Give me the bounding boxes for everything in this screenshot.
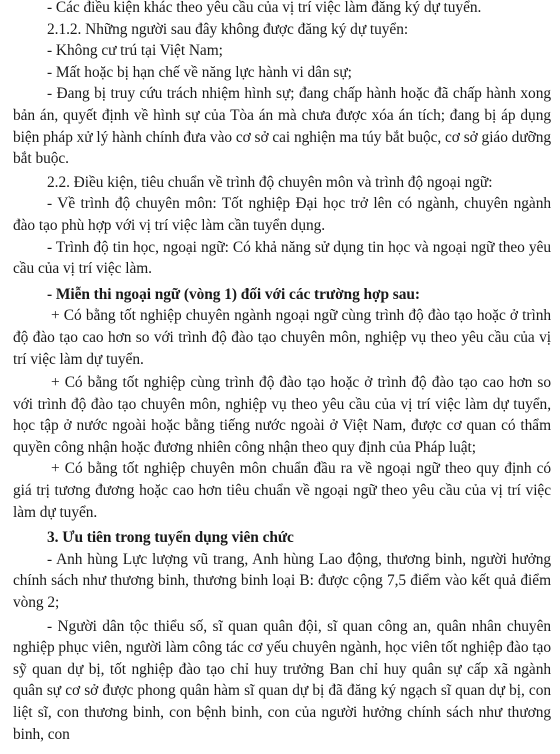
list-item-exemption-foreign-study: + Có bằng tốt nghiệp cùng trình độ đào tạo hoặc ở trình độ đào tạo cao hơn so với trình độ đào tạo chuyên môn, nghiệp vụ theo yêu cầu của vị trí việc làm dự tuyển, học tập ở nước ngoài hoặc bằng tiếng nước ngoài ở Việt Nam, được cơ quan có thẩm quyền công nhận hoặc đương nhiên công nhận theo quy định của Pháp luật;: [13, 374, 551, 456]
list-item-not-resident: - Không cư trú tại Việt Nam;: [47, 42, 223, 60]
subheading-language-exemption: - Miễn thi ngoại ngữ (vòng 1) đối với các trường hợp sau:: [47, 285, 420, 303]
list-item-exemption-language-degree: + Có bằng tốt nghiệp chuyên ngành ngoại ngữ cùng trình độ đào tạo hoặc ở trình độ đào tạo cao hơn so với trình độ đào tạo chuyên môn, nghiệp vụ theo yêu cầu của vị trí việc làm dự tuyển.: [13, 307, 551, 368]
paragraph-other-conditions: - Các điều kiện khác theo yêu cầu của vị trí việc làm đăng ký dự tuyển.: [47, 0, 482, 16]
section-heading-2-2: 2.2. Điều kiện, tiêu chuẩn về trình độ chuyên môn và trình độ ngoại ngữ:: [47, 173, 493, 191]
list-item-professional-qualification: - Về trình độ chuyên môn: Tốt nghiệp Đại học trở lên có ngành, chuyên ngành đào tạo phù hợp với vị trí việc làm cần tuyển dụng.: [13, 195, 551, 234]
list-item-priority-minorities: - Người dân tộc thiểu số, sĩ quan quân đội, sĩ quan công an, quân nhân chuyên nghiệp phục viên, người làm công tác cơ yếu chuyên ngành, học viên tốt nghiệp đào tạo sỹ quan dự bị, tốt nghiệp đào tạo chỉ huy trưởng Ban chỉ huy quân sự cấp xã ngành quân sự cơ sở được phong quân hàm sĩ quan dự bị đã đăng ký ngạch sĩ quan dự bị, con liệt sĩ, con thương binh, con bệnh binh, con của người hưởng chính sách như thương binh, con: [13, 617, 551, 743]
section-heading-3-priority: 3. Ưu tiên trong tuyển dụng viên chức: [47, 529, 294, 547]
list-item-priority-heroes: - Anh hùng Lực lượng vũ trang, Anh hùng Lao động, thương binh, người hưởng chính sách như thương binh, thương binh loại B: được cộng 7,5 điểm vào kết quả điểm vòng 2;: [13, 550, 551, 612]
list-item-civil-capacity: - Mất hoặc bị hạn chế về năng lực hành vi dân sự;: [47, 63, 352, 81]
list-item-criminal-liability: - Đang bị truy cứu trách nhiệm hình sự; đang chấp hành hoặc đã chấp hành xong bản án, quyết định về hình sự của Tòa án mà chưa được xóa án tích; đang bị áp dụng biện pháp xử lý hành chính đưa vào cơ sở cai nghiện ma túy bắt buộc, cơ sở giáo dưỡng bắt buộc.: [13, 85, 551, 168]
list-item-exemption-output-standard: + Có bằng tốt nghiệp chuyên môn chuẩn đầu ra về ngoại ngữ theo quy định có giá trị tương đương hoặc cao hơn tiêu chuẩn về ngoại ngữ theo yêu cầu của vị trí việc làm dự tuyển.: [13, 460, 551, 521]
list-item-it-language-skills: - Trình độ tin học, ngoại ngữ: Có khả năng sử dụng tin học và ngoại ngữ theo yêu cầu của vị trí việc làm.: [13, 238, 551, 278]
section-heading-2-1-2: 2.1.2. Những người sau đây không được đăng ký dự tuyển:: [47, 20, 409, 38]
